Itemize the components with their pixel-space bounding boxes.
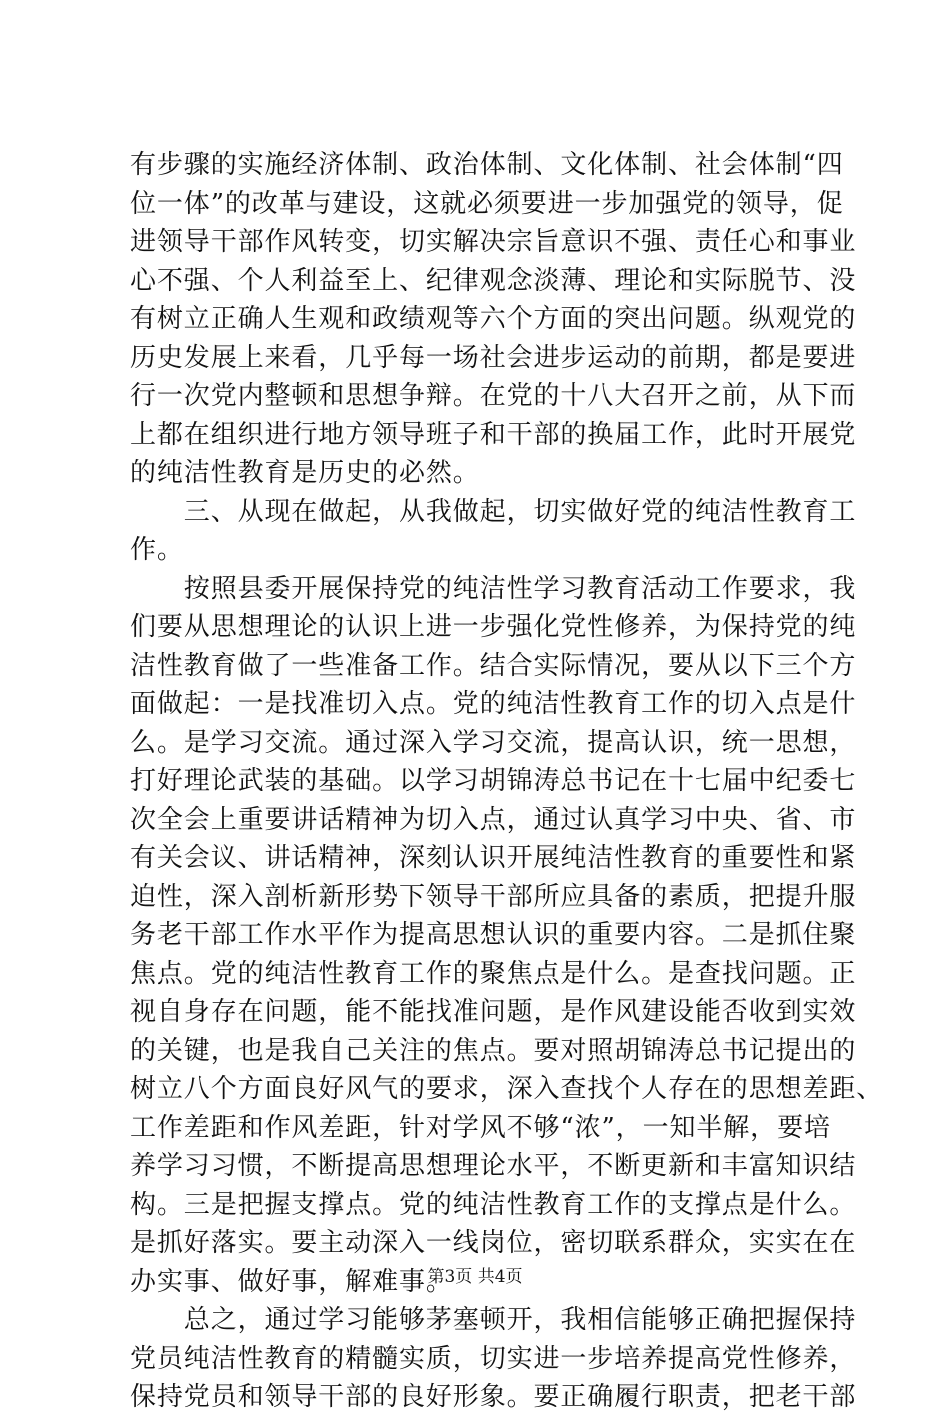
text-line: 务老干部工作水平作为提高思想认识的重要内容。二是抓住聚 — [130, 920, 857, 950]
text-line: 有步骤的实施经济体制、政治体制、文化体制、社会体制“四 — [130, 150, 844, 180]
text-line: 洁性教育做了一些准备工作。结合实际情况，要从以下三个方 — [130, 650, 857, 681]
text-line: 有关会议、讲话精神，深刻认识开展纯洁性教育的重要性和紧 — [130, 843, 857, 873]
document-body — [130, 146, 884, 1417]
text-line: 有树立正确人生观和政绩观等六个方面的突出问题。纵观党的 — [130, 304, 857, 334]
text-line: 次全会上重要讲话精神为切入点，通过认真学习中央、省、市 — [130, 804, 857, 835]
text-line: 工作差距和作风差距，针对学风不够“浓”，一知半解，要培 — [130, 1112, 831, 1143]
text-line: 上都在组织进行地方领导班子和干部的换届工作，此时开展党 — [130, 419, 857, 450]
text-line: 迫性，深入剖析新形势下领导干部所应具备的素质，把提升服 — [130, 881, 857, 912]
section-heading-line: 作。 — [130, 535, 184, 565]
text-line: 的关键，也是我自己关注的焦点。要对照胡锦涛总书记提出的 — [130, 1035, 857, 1066]
text-line: 面做起：一是找准切入点。党的纯洁性教育工作的切入点是什 — [130, 689, 857, 719]
text-line: 焦点。党的纯洁性教育工作的聚焦点是什么。是查找问题。正 — [130, 958, 857, 989]
text-line: 么。是学习交流。通过深入学习交流，提高认识，统一思想， — [130, 727, 857, 758]
text-line: 们要从思想理论的认识上进一步强化党性修养，为保持党的纯 — [130, 612, 857, 642]
text-line: 树立八个方面良好风气的要求，深入查找个人存在的思想差距、 — [130, 1074, 884, 1104]
text-line: 养学习习惯，不断提高思想理论水平，不断更新和丰富知识结 — [130, 1151, 857, 1181]
text-line: 心不强、个人利益至上、纪律观念淡薄、理论和实际脱节、没 — [130, 265, 857, 296]
section-heading-line: 三、从现在做起，从我做起，切实做好党的纯洁性教育工 — [130, 496, 857, 527]
text-line: 党员纯洁性教育的精髓实质，切实进一步培养提高党性修养， — [130, 1343, 857, 1374]
text-line: 位一体”的改革与建设，这就必须要进一步加强党的领导，促 — [130, 188, 844, 219]
text-line: 是抓好落实。要主动深入一线岗位，密切联系群众，实实在在 — [130, 1228, 857, 1258]
text-line: 总之，通过学习能够茅塞顿开，我相信能够正确把握保持 — [130, 1305, 857, 1335]
text-line: 保持党员和领导干部的良好形象。要正确履行职责，把老干部 — [130, 1382, 857, 1412]
text-line: 构。三是把握支撑点。党的纯洁性教育工作的支撑点是什么。 — [130, 1189, 857, 1220]
page-number: 第3页 共4页 — [427, 1267, 523, 1287]
text-line: 办实事、做好事，解难事。 — [130, 1266, 453, 1297]
text-line: 行一次党内整顿和思想争辩。在党的十八大召开之前，从下而 — [130, 381, 857, 411]
text-line: 按照县委开展保持党的纯洁性学习教育活动工作要求，我 — [130, 573, 857, 604]
text-line: 进领导干部作风转变，切实解决宗旨意识不强、责任心和事业 — [130, 227, 857, 257]
text-line: 的纯洁性教育是历史的必然。 — [130, 458, 480, 488]
text-line: 打好理论武装的基础。以学习胡锦涛总书记在十七届中纪委七 — [130, 766, 857, 796]
text-line: 视自身存在问题，能不能找准问题，是作风建设能否收到实效 — [130, 997, 857, 1027]
text-line: 历史发展上来看，几乎每一场社会进步运动的前期，都是要进 — [130, 342, 857, 373]
page-footer — [0, 1262, 950, 1287]
